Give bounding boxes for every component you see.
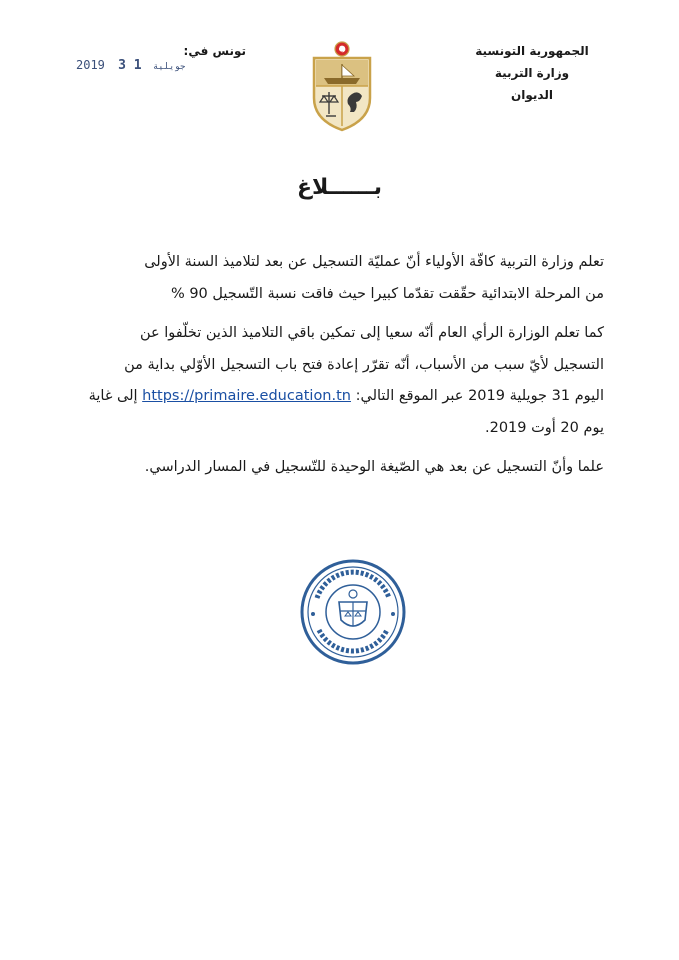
letterhead: [457, 40, 607, 106]
paragraph-3: علما وأنّ التسجيل عن بعد هي الصّيغة الوحيدة للتّسجيل في المسار الدراسي.: [144, 459, 604, 475]
date-year: 2019: [76, 58, 105, 72]
page-title: بــــــلاغ: [296, 175, 383, 200]
ministry-name: وزارة التربية: [494, 66, 570, 80]
announcement-body: [82, 247, 604, 484]
date-month: جويلية: [152, 62, 186, 72]
date-label: تونس في:: [183, 44, 246, 58]
paragraph-2-line-3-start: اليوم 31 جويلية 2019 عبر الموقع التالي:: [351, 388, 604, 404]
paragraph-2-line-1: كما تعلم الوزارة الرأي العام أنّه سعيا إلى تمكين باقي التلاميذ الذين تخلّفوا عن: [139, 325, 604, 341]
date-block: [76, 44, 246, 84]
paragraph-2-line-4: يوم 20 أوت 2019.: [485, 419, 604, 436]
paragraph-1-line-2: من المرحلة الابتدائية حقّقت تقدّما كبيرا حيث فاقت نسبة التّسجيل 90 %: [170, 285, 604, 302]
office-name: الديوان: [511, 88, 553, 102]
country-name: الجمهورية التونسية: [475, 44, 589, 58]
paragraph-2-line-2: التسجيل لأيّ سبب من الأسباب، أنّه تقرّر إعادة فتح باب التسجيل الأوّلي بداية من: [124, 356, 604, 373]
ministry-round-seal-icon: [299, 558, 407, 666]
registration-link[interactable]: https://primaire.education.tn: [142, 388, 351, 404]
tunisia-coat-of-arms-icon: [306, 40, 378, 132]
date-stamp: [76, 58, 189, 73]
date-day: 3 1: [118, 58, 142, 73]
paragraph-2-line-3: [82, 381, 604, 413]
paragraph-1-line-1: تعلم وزارة التربية كافّة الأولياء أنّ عمليّة التسجيل عن بعد لتلاميذ السنة الأولى: [144, 254, 604, 270]
paragraph-2-line-3-end: إلى غاية: [88, 388, 143, 404]
